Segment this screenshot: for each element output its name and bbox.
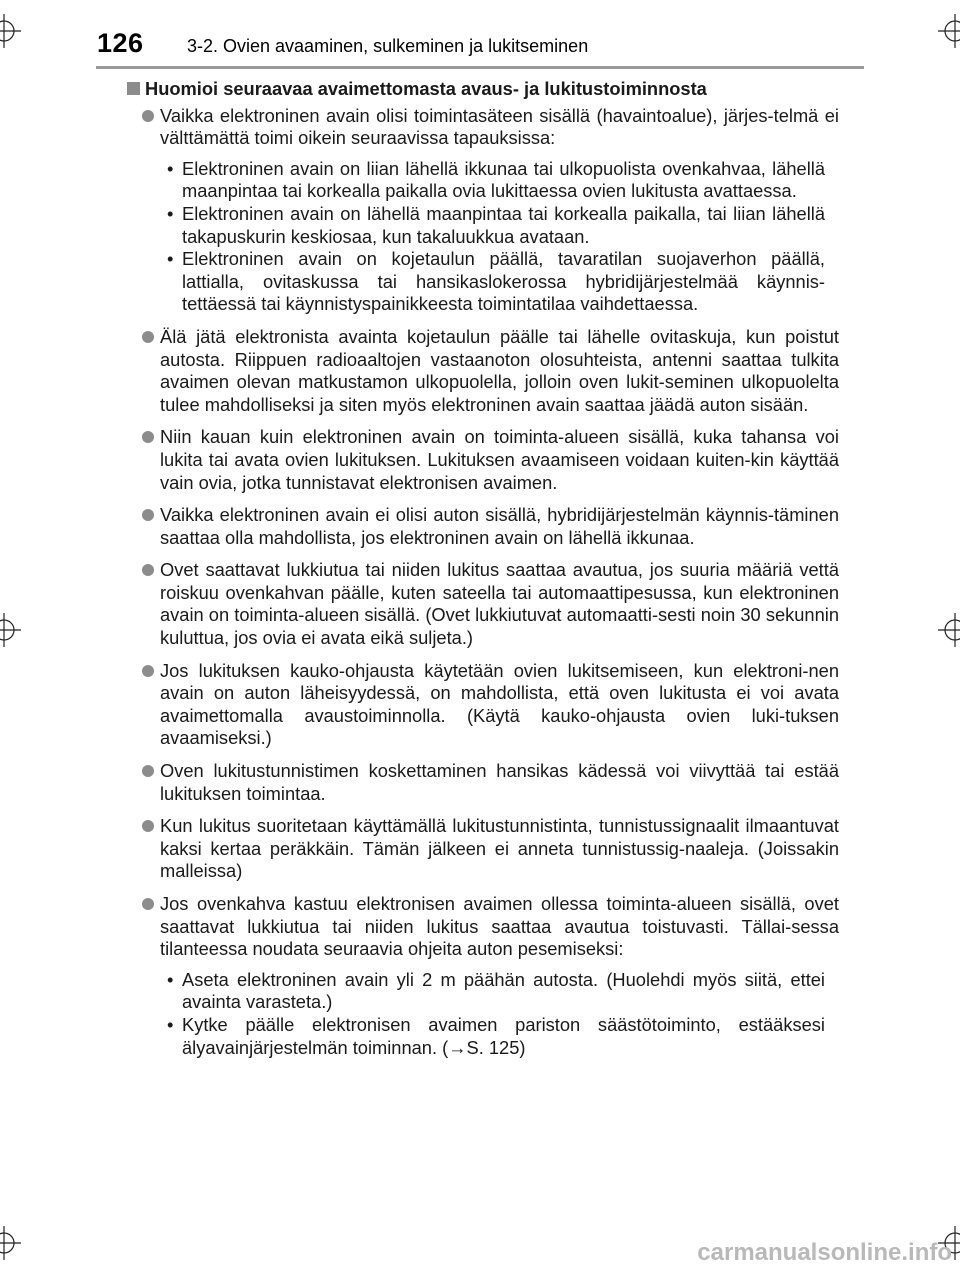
sub-item bbox=[160, 248, 839, 316]
point-text: Vaikka elektroninen avain olisi toimintasäteen sisällä (havaintoalue), järjes-telmä ei välttämättä toimi oikein seuraavissa tapauksissa: bbox=[160, 104, 839, 149]
registration-mark-top-right bbox=[938, 14, 960, 48]
sub-item-text: Elektroninen avain on kojetaulun päällä, tavaratilan suojaverhon päällä, lattialla, ovitaskussa tai hansikaslokerossa hybridijärjestelmää käynnis-tettäessä tai käynnistyspainikkeesta toimintatilaa vaihdettaessa. bbox=[182, 248, 825, 315]
section-heading bbox=[127, 78, 839, 101]
bullet-dot-icon bbox=[142, 820, 154, 832]
bullet-dot-icon bbox=[142, 110, 154, 122]
section-square-icon bbox=[127, 82, 140, 95]
point-text: Oven lukitustunnistimen koskettaminen hansikas kädessä voi viivyttää tai estää lukituksen toimintaa. bbox=[160, 760, 839, 804]
chapter-title: 3-2. Ovien avaaminen, sulkeminen ja lukitseminen bbox=[187, 36, 589, 56]
section-heading-text: Huomioi seuraavaa avaimettomasta avaus- ja lukitustoiminnosta bbox=[145, 78, 707, 99]
sub-item bbox=[160, 1014, 839, 1059]
registration-mark-top-left bbox=[0, 14, 21, 48]
sub-bullet-icon: • bbox=[167, 968, 174, 990]
point-8 bbox=[127, 815, 839, 883]
point-text: Vaikka elektroninen avain ei olisi auton sisällä, hybridijärjestelmän käynnis-täminen saattaa olla mahdollista, jos elektroninen avain on lähellä ikkunaa. bbox=[160, 504, 839, 548]
manual-content bbox=[127, 78, 839, 1069]
point-9 bbox=[127, 893, 839, 1059]
sub-list bbox=[160, 158, 839, 316]
bullet-dot-icon bbox=[142, 509, 154, 521]
header-divider bbox=[96, 66, 864, 69]
point-6 bbox=[127, 660, 839, 750]
bullet-dot-icon bbox=[142, 564, 154, 576]
sub-item bbox=[160, 158, 839, 203]
point-text: Jos ovenkahva kastuu elektronisen avaimen ollessa toiminta-alueen sisällä, ovet saattavat lukkiutua tai niiden lukitus saattaa avautua toistuvasti. Tällai-sessa tilanteessa noudata seuraavia ohjeita auton pesemiseksi: bbox=[160, 893, 839, 960]
sub-bullet-icon: • bbox=[167, 248, 174, 270]
sub-list bbox=[160, 969, 839, 1059]
sub-bullet-icon: • bbox=[167, 1013, 174, 1035]
sub-item bbox=[160, 969, 839, 1014]
sub-item-text: Elektroninen avain on liian lähellä ikkunaa tai ulkopuolista ovenkahvaa, lähellä maanpintaa tai korkealla paikalla ovia lukittaessa ovien lukitusta avattaessa. bbox=[182, 157, 825, 202]
registration-mark-bottom-left bbox=[0, 1226, 21, 1260]
page-number: 126 bbox=[97, 28, 144, 58]
bullet-dot-icon bbox=[142, 765, 154, 777]
bullet-dot-icon bbox=[142, 331, 154, 343]
point-text: Älä jätä elektronista avainta kojetaulun päälle tai lähelle ovitaskuja, kun poistut autosta. Riippuen radioaaltojen vastaanoton olosuhteista, antenni saattaa tulkita avaimen olevan matkustamon ulkopuolella, jolloin oven lukit-seminen ulkopuolelta tulee mahdolliseksi ja siten myös elektroninen avain saattaa jäädä auton sisään. bbox=[160, 325, 839, 415]
point-5 bbox=[127, 559, 839, 649]
point-1 bbox=[127, 105, 839, 316]
point-7 bbox=[127, 760, 839, 805]
point-4 bbox=[127, 504, 839, 549]
bullet-dot-icon bbox=[142, 431, 154, 443]
registration-mark-mid-left bbox=[0, 613, 21, 647]
bullet-dot-icon bbox=[142, 898, 154, 910]
point-text: Niin kauan kuin elektroninen avain on toiminta-alueen sisällä, kuka tahansa voi lukita tai avata ovien lukituksen. Lukituksen avaamiseen voidaan kuiten-kin käyttää vain ovia, jotka tunnistavat elektronisen avaimen. bbox=[160, 426, 839, 493]
registration-mark-mid-right bbox=[938, 613, 960, 647]
sub-item-text: Aseta elektroninen avain yli 2 m päähän autosta. (Huolehdi myös siitä, ettei avainta varasteta.) bbox=[182, 968, 825, 1013]
sub-item-text: Elektroninen avain on lähellä maanpintaa tai korkealla paikalla, tai liian lähellä takapuskurin keskiosaa, kun takaluukkua avataan. bbox=[182, 202, 825, 247]
point-text: Jos lukituksen kauko-ohjausta käytetään ovien lukitsemiseen, kun elektroni-nen avain on auton läheisyydessä, on mahdollista, että oven lukitusta ei voi avata avaimettomalla avaustoiminnolla. (Käytä kauko-ohjausta ovien luki-tuksen avaamiseksi.) bbox=[160, 659, 839, 749]
sub-bullet-icon: • bbox=[167, 157, 174, 179]
watermark: carmanualsonline.info bbox=[697, 1239, 952, 1266]
bullet-dot-icon bbox=[142, 665, 154, 677]
point-2 bbox=[127, 326, 839, 416]
sub-item bbox=[160, 203, 839, 248]
point-text: Kun lukitus suoritetaan käyttämällä lukitustunnistinta, tunnistussignaalit ilmaantuvat kaksi kertaa peräkkäin. Tämän jälkeen ei anneta tunnistussig-naaleja. (Joissakin malleissa) bbox=[160, 815, 839, 882]
point-text: Ovet saattavat lukkiutua tai niiden lukitus saattaa avautua, jos suuria määriä vettä roiskuu ovenkahvan päälle, kuten sateella tai automaattipesussa, kun elektroninen avain on toiminta-alueen sisällä. (Ovet lukkiutuvat automaatti-sesti noin 30 sekunnin kuluttua, jos ovia ei avata eikä suljeta.) bbox=[160, 559, 839, 649]
sub-bullet-icon: • bbox=[167, 202, 174, 224]
point-3 bbox=[127, 426, 839, 494]
sub-item-text: Kytke päälle elektronisen avaimen pariston säästötoiminto, estääksesi älyavainjärjestelmän toiminnan. (→S. 125) bbox=[182, 1013, 825, 1058]
